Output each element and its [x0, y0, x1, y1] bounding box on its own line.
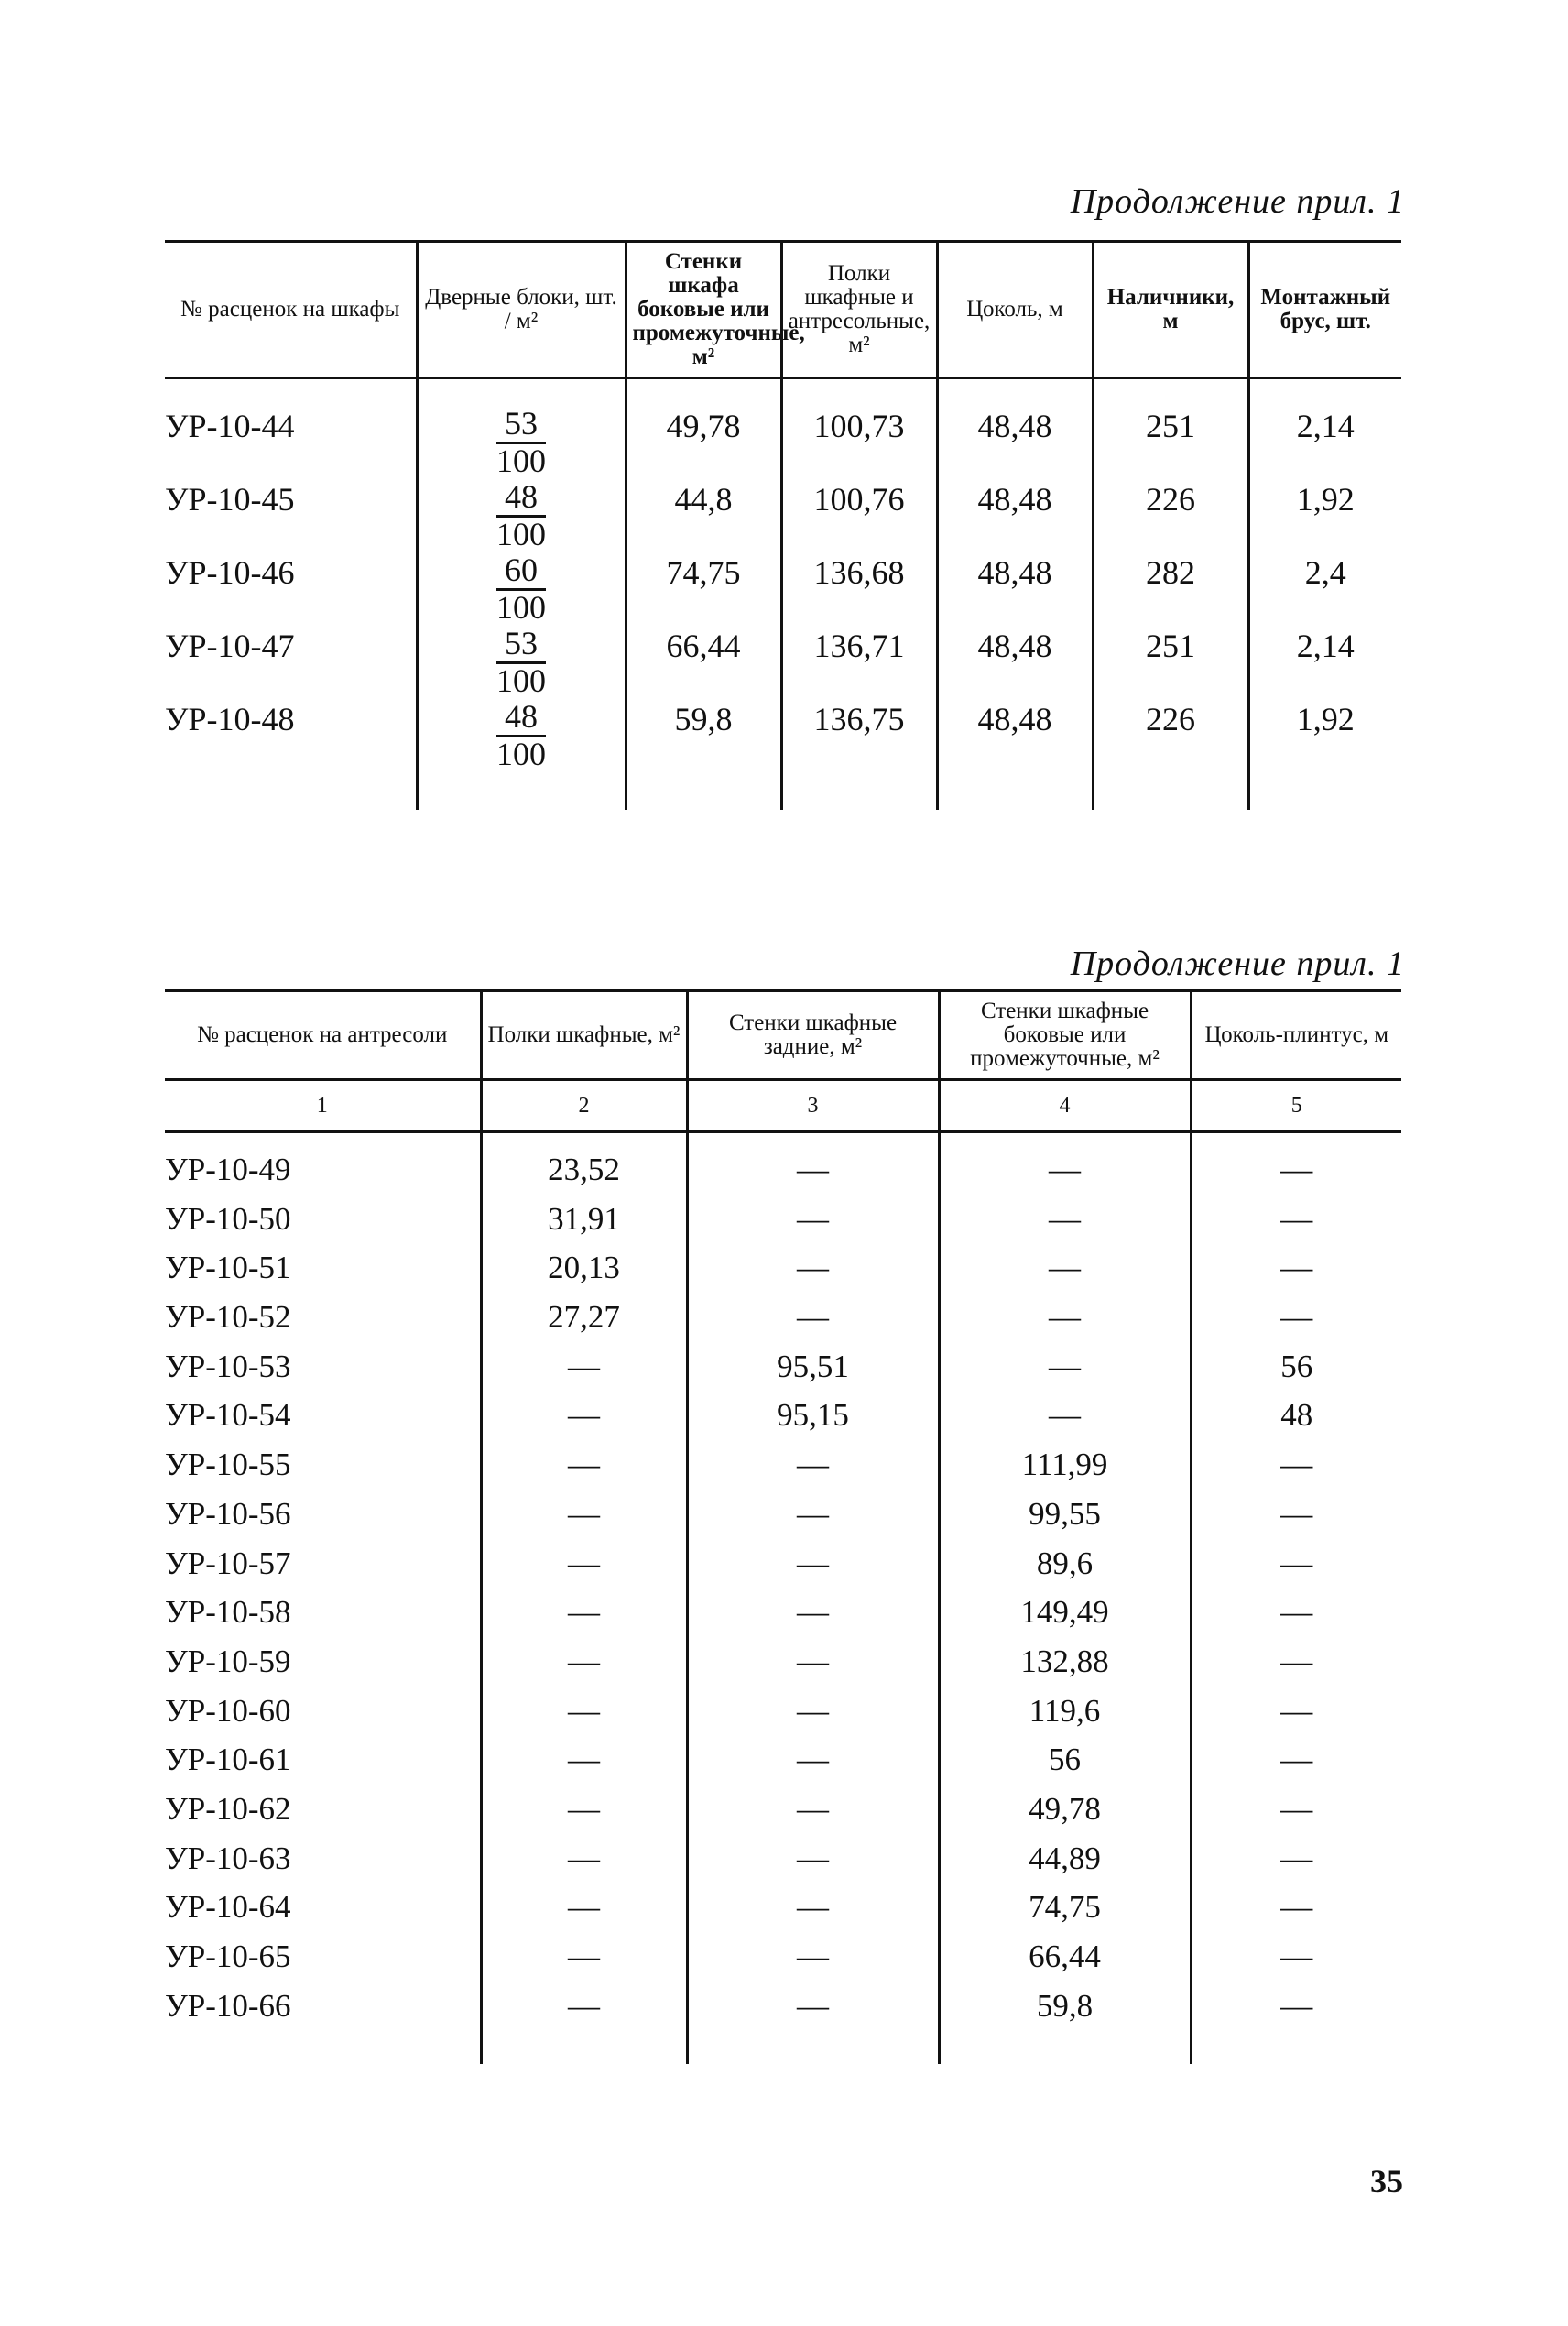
cell-shelves: —	[481, 1693, 687, 1742]
cell-shelves: 136,75	[781, 700, 937, 773]
cell-plinth: —	[1191, 1988, 1401, 2037]
cell-back-walls: —	[687, 1447, 939, 1496]
spacer-cell	[1191, 2037, 1401, 2064]
table-row	[165, 1447, 1401, 1496]
cell-mounting-beam: 1,92	[1248, 480, 1401, 553]
cell-side-walls: —	[939, 1201, 1191, 1250]
table-row	[165, 1299, 1401, 1349]
cell-back-walls: —	[687, 1988, 939, 2037]
table-row	[165, 1201, 1401, 1250]
cell-side-walls: 149,49	[939, 1594, 1191, 1643]
spacer-cell	[937, 773, 1093, 810]
cell-shelves: 27,27	[481, 1299, 687, 1349]
column-index: 4	[939, 1080, 1191, 1132]
cell-casings: 226	[1093, 480, 1248, 553]
table-row	[165, 1132, 1401, 1201]
cell-plinth: —	[1191, 1840, 1401, 1890]
cell-back-walls: 95,51	[687, 1349, 939, 1398]
table-1-caption: Продолжение прил. 1	[1070, 182, 1405, 221]
table-row	[165, 700, 1401, 773]
row-code: УР-10-64	[165, 1889, 291, 1926]
cell-side-walls: —	[939, 1250, 1191, 1299]
row-code: УР-10-56	[165, 1495, 291, 1532]
table-spacer-row	[165, 2037, 1401, 2064]
spacer-cell	[687, 2037, 939, 2064]
column-index: 3	[687, 1080, 939, 1132]
cell-side-walls: 111,99	[939, 1447, 1191, 1496]
table-row	[165, 1693, 1401, 1742]
spacer-cell	[417, 773, 626, 810]
cell-side-walls: 74,75	[939, 1889, 1191, 1938]
fraction-denominator: 100	[496, 736, 546, 772]
cell-back-walls: —	[687, 1496, 939, 1545]
row-code: УР-10-48	[165, 701, 295, 737]
cell-side-walls: —	[939, 1132, 1191, 1201]
cell-plinth: —	[1191, 1742, 1401, 1791]
row-code: УР-10-45	[165, 481, 295, 518]
cell-side-walls: 132,88	[939, 1643, 1191, 1693]
cell-plinth: —	[1191, 1132, 1401, 1201]
cell-shelves: 100,73	[781, 378, 937, 481]
spacer-cell	[781, 773, 937, 810]
spacer-cell	[1093, 773, 1248, 810]
table-row	[165, 1840, 1401, 1890]
cell-plinth: —	[1191, 1594, 1401, 1643]
cell-door-blocks	[417, 627, 626, 700]
cell-plinth: 48,48	[937, 553, 1093, 627]
table-row	[165, 627, 1401, 700]
fraction	[496, 627, 546, 697]
row-code: УР-10-53	[165, 1348, 291, 1384]
spacer-cell	[165, 2037, 481, 2064]
spacer-cell	[626, 773, 781, 810]
fraction-numerator: 48	[505, 478, 538, 515]
row-code: УР-10-66	[165, 1987, 291, 2024]
row-code: УР-10-61	[165, 1742, 291, 1778]
cell-side-walls: —	[939, 1349, 1191, 1398]
table-row	[165, 1545, 1401, 1595]
cell-back-walls: —	[687, 1889, 939, 1938]
cell-shelves: —	[481, 1496, 687, 1545]
row-code: УР-10-65	[165, 1938, 291, 1974]
page-number: 35	[1370, 2163, 1403, 2200]
cell-door-blocks	[417, 378, 626, 481]
cell-plinth: —	[1191, 1938, 1401, 1988]
cell-side-walls: —	[939, 1299, 1191, 1349]
spacer-cell	[939, 2037, 1191, 2064]
row-code: УР-10-49	[165, 1152, 291, 1187]
row-code: УР-10-55	[165, 1447, 291, 1483]
cell-shelves: —	[481, 1447, 687, 1496]
cell-walls: 49,78	[626, 378, 781, 481]
column-index-row	[165, 1080, 1401, 1132]
header-plinth: Цоколь-плинтус, м	[1191, 991, 1401, 1080]
cell-back-walls: —	[687, 1643, 939, 1693]
column-index: 5	[1191, 1080, 1401, 1132]
cell-side-walls: 119,6	[939, 1693, 1191, 1742]
cell-shelves: —	[481, 1594, 687, 1643]
cell-shelves: —	[481, 1397, 687, 1447]
cell-door-blocks	[417, 700, 626, 773]
cell-back-walls: —	[687, 1250, 939, 1299]
cell-side-walls: 99,55	[939, 1496, 1191, 1545]
cell-back-walls: —	[687, 1132, 939, 1201]
cell-shelves: —	[481, 1545, 687, 1595]
cell-shelves: —	[481, 1791, 687, 1840]
cell-side-walls: 44,89	[939, 1840, 1191, 1890]
cell-side-walls: —	[939, 1397, 1191, 1447]
cell-shelves: —	[481, 1938, 687, 1988]
cell-shelves: —	[481, 1742, 687, 1791]
fraction	[496, 553, 546, 624]
cell-back-walls: —	[687, 1840, 939, 1890]
header-shelves: Полки шкафные и антресольные, м²	[781, 242, 937, 378]
header-codes: № расценок на антресоли	[165, 991, 481, 1080]
row-code: УР-10-51	[165, 1250, 291, 1286]
cell-back-walls: —	[687, 1938, 939, 1988]
fraction-denominator: 100	[496, 662, 546, 699]
cell-shelves: 136,71	[781, 627, 937, 700]
cell-plinth: —	[1191, 1250, 1401, 1299]
column-index: 1	[165, 1080, 481, 1132]
fraction	[496, 700, 546, 770]
row-code: УР-10-44	[165, 408, 295, 444]
cell-plinth: —	[1191, 1791, 1401, 1840]
table-spacer-row	[165, 773, 1401, 810]
fraction-numerator: 53	[505, 405, 538, 442]
row-code: УР-10-57	[165, 1545, 291, 1581]
fraction-denominator: 100	[496, 442, 546, 479]
cell-walls: 74,75	[626, 553, 781, 627]
cell-shelves: —	[481, 1988, 687, 2037]
cell-plinth: —	[1191, 1299, 1401, 1349]
row-code: УР-10-50	[165, 1200, 291, 1237]
cell-plinth: —	[1191, 1447, 1401, 1496]
table-row	[165, 1250, 1401, 1299]
table-row	[165, 1349, 1401, 1398]
cell-plinth: 48,48	[937, 480, 1093, 553]
table-row	[165, 1988, 1401, 2037]
cell-back-walls: —	[687, 1299, 939, 1349]
cell-back-walls: —	[687, 1545, 939, 1595]
cell-casings: 251	[1093, 378, 1248, 481]
row-code: УР-10-59	[165, 1643, 291, 1679]
header-mounting-beam: Монтажный брус, шт.	[1248, 242, 1401, 378]
cell-plinth: 48,48	[937, 627, 1093, 700]
cell-plinth: —	[1191, 1889, 1401, 1938]
cell-shelves: 23,52	[481, 1132, 687, 1201]
cell-plinth: —	[1191, 1496, 1401, 1545]
cell-side-walls: 59,8	[939, 1988, 1191, 2037]
table-row	[165, 1643, 1401, 1693]
table-row	[165, 1594, 1401, 1643]
cell-mounting-beam: 1,92	[1248, 700, 1401, 773]
cell-door-blocks	[417, 480, 626, 553]
fraction-numerator: 60	[505, 551, 538, 588]
header-codes: № расценок на шкафы	[165, 242, 417, 378]
cell-door-blocks	[417, 553, 626, 627]
cell-plinth: —	[1191, 1643, 1401, 1693]
table-row	[165, 1742, 1401, 1791]
header-door-blocks: Дверные блоки, шт. / м²	[417, 242, 626, 378]
cabinets-table	[165, 240, 1401, 810]
header-casings: Наличники, м	[1093, 242, 1248, 378]
fraction	[496, 407, 546, 477]
cell-side-walls: 89,6	[939, 1545, 1191, 1595]
spacer-cell	[481, 2037, 687, 2064]
row-code: УР-10-62	[165, 1790, 291, 1827]
header-back-walls: Стенки шкафные задние, м²	[687, 991, 939, 1080]
cell-plinth: 48,48	[937, 378, 1093, 481]
header-shelves: Полки шкафные, м²	[481, 991, 687, 1080]
cell-shelves: —	[481, 1349, 687, 1398]
row-code: УР-10-54	[165, 1397, 291, 1434]
cell-walls: 44,8	[626, 480, 781, 553]
cell-side-walls: 66,44	[939, 1938, 1191, 1988]
table-header-row	[165, 991, 1401, 1080]
fraction-numerator: 48	[505, 698, 538, 735]
header-side-walls: Стенки шкафные боковые или промежуточные, м²	[939, 991, 1191, 1080]
table-row	[165, 1889, 1401, 1938]
table-row	[165, 1938, 1401, 1988]
cell-plinth: 48,48	[937, 700, 1093, 773]
mezzanine-table	[165, 989, 1401, 2064]
cell-back-walls: —	[687, 1791, 939, 1840]
table-2-caption: Продолжение прил. 1	[1070, 945, 1405, 983]
table-row	[165, 480, 1401, 553]
cell-shelves: 100,76	[781, 480, 937, 553]
cell-mounting-beam: 2,4	[1248, 553, 1401, 627]
row-code: УР-10-46	[165, 554, 295, 591]
fraction-numerator: 53	[505, 625, 538, 661]
table-row	[165, 1397, 1401, 1447]
table-row	[165, 378, 1401, 481]
cell-back-walls: —	[687, 1693, 939, 1742]
cell-back-walls: 95,15	[687, 1397, 939, 1447]
cell-shelves: —	[481, 1840, 687, 1890]
cell-casings: 282	[1093, 553, 1248, 627]
row-code: УР-10-47	[165, 628, 295, 664]
cell-back-walls: —	[687, 1594, 939, 1643]
cell-plinth: 48	[1191, 1397, 1401, 1447]
column-index: 2	[481, 1080, 687, 1132]
cell-walls: 66,44	[626, 627, 781, 700]
fraction-denominator: 100	[496, 516, 546, 552]
row-code: УР-10-58	[165, 1594, 291, 1631]
fraction	[496, 480, 546, 551]
cell-shelves: 20,13	[481, 1250, 687, 1299]
cell-casings: 251	[1093, 627, 1248, 700]
table-row	[165, 1791, 1401, 1840]
table-row	[165, 553, 1401, 627]
cell-casings: 226	[1093, 700, 1248, 773]
table-header-row	[165, 242, 1401, 378]
spacer-cell	[165, 773, 417, 810]
cell-walls: 59,8	[626, 700, 781, 773]
cell-shelves: —	[481, 1889, 687, 1938]
cell-plinth: —	[1191, 1693, 1401, 1742]
row-code: УР-10-63	[165, 1840, 291, 1876]
cell-mounting-beam: 2,14	[1248, 378, 1401, 481]
cell-shelves: 136,68	[781, 553, 937, 627]
cell-back-walls: —	[687, 1201, 939, 1250]
cell-shelves: —	[481, 1643, 687, 1693]
cell-back-walls: —	[687, 1742, 939, 1791]
cell-shelves: 31,91	[481, 1201, 687, 1250]
header-plinth: Цоколь, м	[937, 242, 1093, 378]
cell-mounting-beam: 2,14	[1248, 627, 1401, 700]
cell-side-walls: 56	[939, 1742, 1191, 1791]
fraction-denominator: 100	[496, 589, 546, 626]
row-code: УР-10-60	[165, 1692, 291, 1729]
cell-plinth: —	[1191, 1201, 1401, 1250]
spacer-cell	[1248, 773, 1401, 810]
cell-plinth: —	[1191, 1545, 1401, 1595]
header-cabinet-walls: Стенки шкафа боковые или промежуточные, м²	[626, 242, 781, 378]
table-row	[165, 1496, 1401, 1545]
cell-side-walls: 49,78	[939, 1791, 1191, 1840]
cell-plinth: 56	[1191, 1349, 1401, 1398]
row-code: УР-10-52	[165, 1299, 291, 1336]
